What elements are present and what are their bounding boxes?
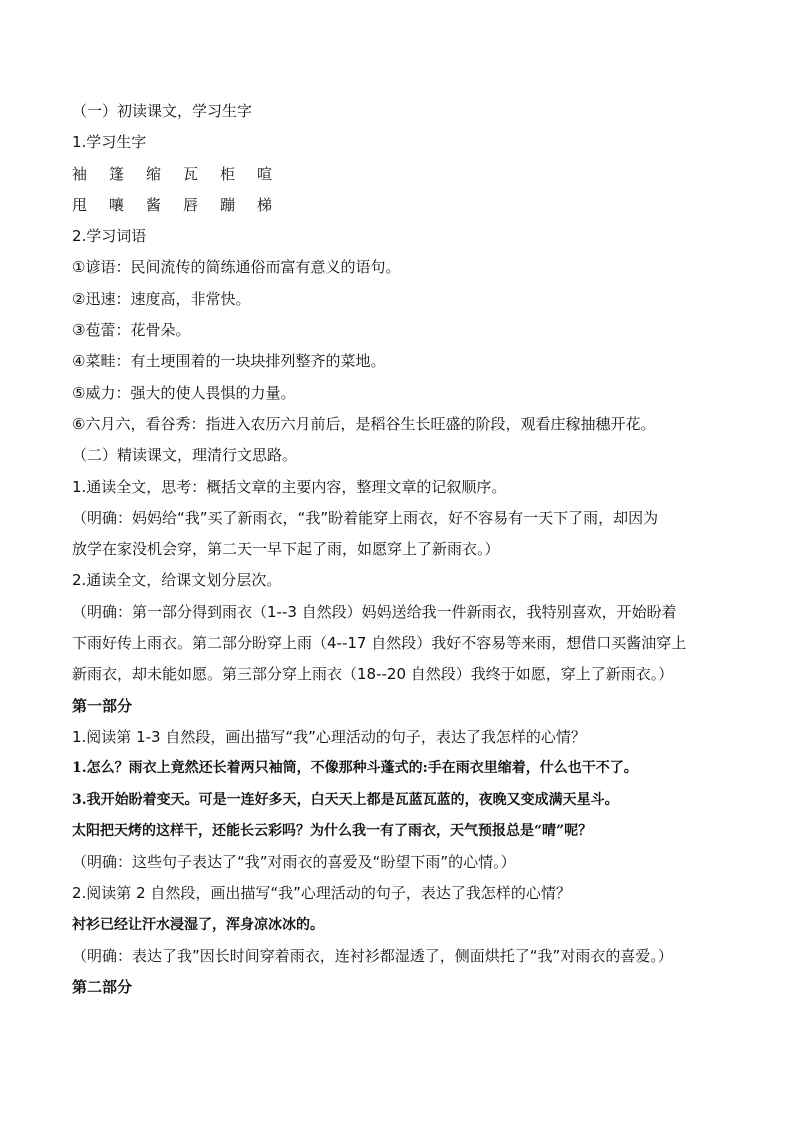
character-row-2: [72, 190, 732, 221]
answer-text: 新雨衣，却未能如愿。第三部分穿上雨衣（18--20 自然段）我终于如愿，穿上了新雨衣。）: [72, 665, 674, 684]
character: 酱: [146, 195, 162, 214]
quoted-sentence: 3.我开始盼着变天。可是一连好多天，白天天上都是瓦蓝瓦蓝的，夜晚又变成满天星斗。: [72, 791, 619, 808]
character: 喧: [257, 164, 273, 183]
question-text: 2.通读全文，给课文划分层次。: [72, 571, 282, 590]
part-heading-2: 第二部分: [72, 978, 133, 997]
character: 蹦: [220, 195, 236, 214]
answer-text: （明确：妈妈给“我”买了新雨衣，“我”盼着能穿上雨衣，好不容易有一天下了雨，却因为: [72, 508, 659, 527]
word-definition: ③苞蕾：花骨朵。: [72, 321, 191, 340]
character: 嚷: [109, 195, 125, 214]
answer-text: 放学在家没机会穿，第二天一早下起了雨，如愿穿上了新雨衣。）: [72, 540, 500, 559]
word-definition: ⑥六月六，看谷秀：指进入农历六月前后，是稻谷生长旺盛的阶段，观看庄稼抽穗开花。: [72, 414, 656, 433]
quoted-sentence: 太阳把天烤的这样干，还能长云彩吗？为什么我一有了雨衣，天气预报总是“晴”呢？: [72, 822, 593, 839]
character: 柜: [220, 164, 236, 183]
character: 篷: [109, 164, 125, 183]
character: 梯: [257, 195, 273, 214]
character-row-1: [72, 159, 732, 190]
word-definition: ②迅速：速度高，非常快。: [72, 289, 251, 308]
character: 瓦: [183, 164, 199, 183]
character: 缩: [146, 164, 162, 183]
subheading-characters: 1.学习生字: [72, 133, 147, 152]
section-title-close-reading: （二）精读课文，理清行文思路。: [72, 446, 298, 465]
document-page: [72, 96, 732, 1004]
subheading-words: 2.学习词语: [72, 227, 147, 246]
question-text: 1.通读全文，思考：概括文章的主要内容，整理文章的记叙顺序。: [72, 477, 507, 496]
section-title-reading: （一）初读课文，学习生字: [72, 102, 253, 120]
character: 唇: [183, 195, 199, 214]
answer-text: （明确：表达了我”因长时间穿着雨衣，连衬衫都湿透了，侧面烘托了“我”对雨衣的喜爱。）: [72, 947, 673, 966]
part-heading-1: 第一部分: [72, 696, 133, 715]
character: 袖: [72, 164, 88, 183]
word-definition: ⑤威力：强大的使人畏惧的力量。: [72, 383, 296, 402]
question-text: 2.阅读第 2 自然段，画出描写“我”心理活动的句子，表达了我怎样的心情？: [72, 884, 571, 903]
quoted-sentence: 衬衫已经让汗水浸湿了，浑身凉冰冰的。: [72, 916, 324, 933]
character: 甩: [72, 195, 88, 214]
answer-text: （明确：第一部分得到雨衣（1--3 自然段）妈妈送给我一件新雨衣，我特别喜欢，开始盼着: [72, 602, 677, 621]
answer-text: 下雨好传上雨衣。第二部分盼穿上雨（4--17 自然段）我好不容易等来雨，想借口买酱油穿上: [72, 634, 687, 653]
word-definition: ①谚语：民间流传的简练通俗而富有意义的语句。: [72, 258, 401, 277]
answer-text: （明确：这些句子表达了“我”对雨衣的喜爱及“盼望下雨”的心情。）: [72, 853, 516, 872]
word-definition: ④菜畦：有土埂围着的一块块排列整齐的菜地。: [72, 352, 386, 371]
question-text: 1.阅读第 1-3 自然段，画出描写“我”心理活动的句子，表达了我怎样的心情？: [72, 727, 586, 746]
quoted-sentence: 1.怎么？雨衣上竟然还长着两只袖筒，不像那种斗蓬式的:手在雨衣里缩着，什么也干不了。: [72, 760, 638, 777]
